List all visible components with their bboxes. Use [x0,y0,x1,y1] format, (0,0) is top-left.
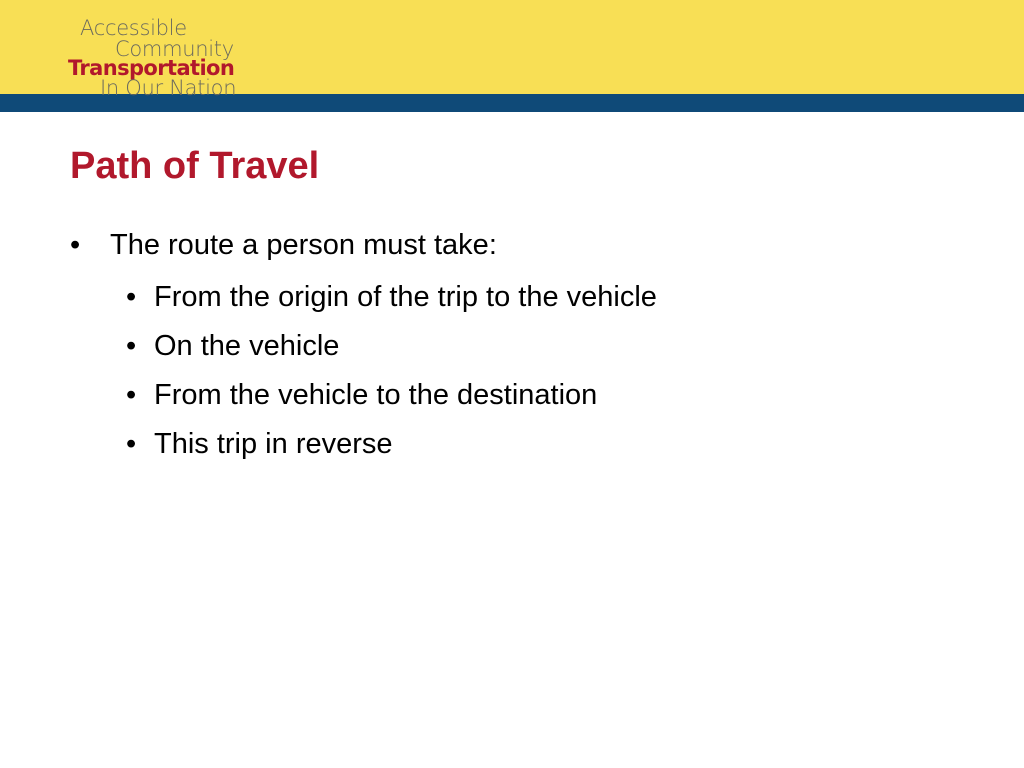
organization-logo [0,0,260,100]
logo-line-community: Community [115,37,234,61]
logo-line-accessible: Accessible [80,16,187,40]
sub-bullet-text: On the vehicle [154,330,340,362]
sub-bullet-list [110,273,657,469]
bullet-marker: • [70,229,81,261]
sub-bullet-marker: • [126,379,137,411]
bullet-list [70,225,657,469]
bullet-item [70,225,657,469]
sub-bullet-item [126,322,657,371]
sub-bullet-text: From the vehicle to the destination [154,379,598,411]
sub-bullet-item [126,371,657,420]
slide-title: Path of Travel [70,145,320,187]
sub-bullet-item [126,273,657,322]
sub-bullet-item [126,420,657,469]
sub-bullet-marker: • [126,330,137,362]
sub-bullet-text: This trip in reverse [154,428,393,460]
logo-line-in-our-nation: In Our Nation [100,76,237,100]
sub-bullet-marker: • [126,428,137,460]
logo-line-transportation: Transportation [68,56,235,80]
bullet-text: The route a person must take: [110,229,497,261]
sub-bullet-marker: • [126,281,137,313]
sub-bullet-text: From the origin of the trip to the vehicle [154,281,657,313]
